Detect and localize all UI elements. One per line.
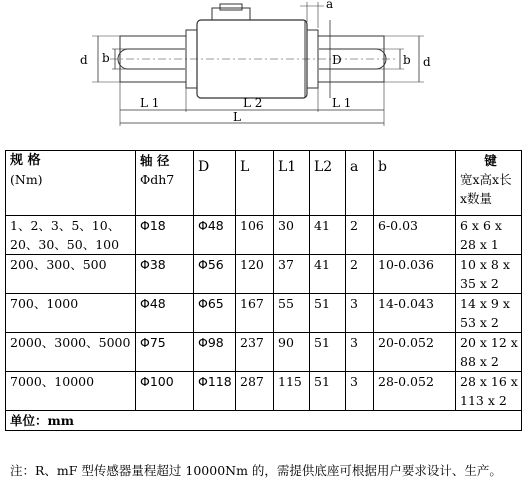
cell-L1: 55: [274, 294, 310, 333]
cell-L: 237: [236, 333, 274, 372]
header-key: 键: [484, 153, 497, 168]
cell-D: Φ118: [194, 372, 236, 411]
cell-shaft: Φ18: [136, 216, 194, 255]
header-L: L: [236, 151, 274, 216]
sensor-dimension-drawing: [0, 0, 527, 148]
cell-D: Φ48: [194, 216, 236, 255]
dim-L1-right: L 1: [332, 96, 352, 110]
cell-a: 3: [346, 333, 374, 372]
cell-L1: 90: [274, 333, 310, 372]
dim-b-left: b: [102, 51, 110, 65]
header-shaft: 轴 径: [140, 153, 170, 168]
cell-b: 14-0.043: [374, 294, 456, 333]
cell-shaft: Φ38: [136, 255, 194, 294]
table-row: [6, 372, 522, 411]
dim-d-left: d: [80, 53, 88, 67]
dim-d-right: d: [423, 55, 431, 69]
cell-b: 6-0.03: [374, 216, 456, 255]
cell-L: 167: [236, 294, 274, 333]
table-row: [6, 294, 522, 333]
cell-L1: 115: [274, 372, 310, 411]
header-key-qty: x数量: [460, 191, 493, 206]
cell-L2: 51: [310, 372, 346, 411]
cell-key: 6 x 6 x 28 x 1: [456, 216, 522, 255]
cell-shaft: Φ75: [136, 333, 194, 372]
cell-a: 3: [346, 372, 374, 411]
header-a: a: [346, 151, 374, 216]
cell-spec: 2000、3000、5000: [6, 333, 136, 372]
cell-a: 2: [346, 216, 374, 255]
header-shaft-tol: Φdh7: [140, 172, 175, 187]
cell-L2: 51: [310, 333, 346, 372]
cell-key: 20 x 12 x 88 x 2: [456, 333, 522, 372]
cell-L: 287: [236, 372, 274, 411]
cell-L: 120: [236, 255, 274, 294]
cell-D: Φ65: [194, 294, 236, 333]
table-row: [6, 216, 522, 255]
table-header-row: [6, 151, 522, 216]
cell-L1: 30: [274, 216, 310, 255]
cell-b: 28-0.052: [374, 372, 456, 411]
spec-table: [5, 150, 522, 431]
footnote: 注：R、mF 型传感器量程超过 10000Nm 的，需提供底座可根据用户要求设计、生产。: [10, 463, 502, 478]
cell-L1: 37: [274, 255, 310, 294]
cell-a: 3: [346, 294, 374, 333]
header-key-dims: 宽x高x长: [460, 172, 512, 187]
header-L1: L1: [274, 151, 310, 216]
cell-spec: 7000、10000: [6, 372, 136, 411]
cell-spec: 700、1000: [6, 294, 136, 333]
dim-L2: L 2: [243, 96, 263, 110]
table-row: [6, 333, 522, 372]
header-L2: L2: [310, 151, 346, 216]
cell-L: 106: [236, 216, 274, 255]
unit-label: 单位：mm: [6, 411, 522, 431]
dim-D: D: [332, 53, 342, 67]
header-spec-unit: (Nm): [10, 172, 43, 187]
cell-shaft: Φ100: [136, 372, 194, 411]
dim-L: L: [233, 110, 241, 124]
dim-b-right: b: [403, 53, 411, 67]
dim-a: a: [326, 0, 334, 11]
cell-L2: 41: [310, 216, 346, 255]
cell-D: Φ56: [194, 255, 236, 294]
cell-key: 14 x 9 x 53 x 2: [456, 294, 522, 333]
header-spec: 规 格: [10, 153, 41, 168]
cell-shaft: Φ48: [136, 294, 194, 333]
dim-L1-left: L 1: [140, 96, 160, 110]
cell-b: 10-0.036: [374, 255, 456, 294]
header-b: b: [374, 151, 456, 216]
cell-key: 28 x 16 x 113 x 2: [456, 372, 522, 411]
cell-spec: 200、300、500: [6, 255, 136, 294]
cell-a: 2: [346, 255, 374, 294]
cell-b: 20-0.052: [374, 333, 456, 372]
header-D: D: [194, 151, 236, 216]
cell-key: 10 x 8 x 35 x 2: [456, 255, 522, 294]
cell-D: Φ98: [194, 333, 236, 372]
cell-spec: 1、2、3、5、10、20、30、50、100: [6, 216, 136, 255]
table-row: [6, 255, 522, 294]
unit-row: [6, 411, 522, 431]
cell-L2: 41: [310, 255, 346, 294]
cell-L2: 51: [310, 294, 346, 333]
